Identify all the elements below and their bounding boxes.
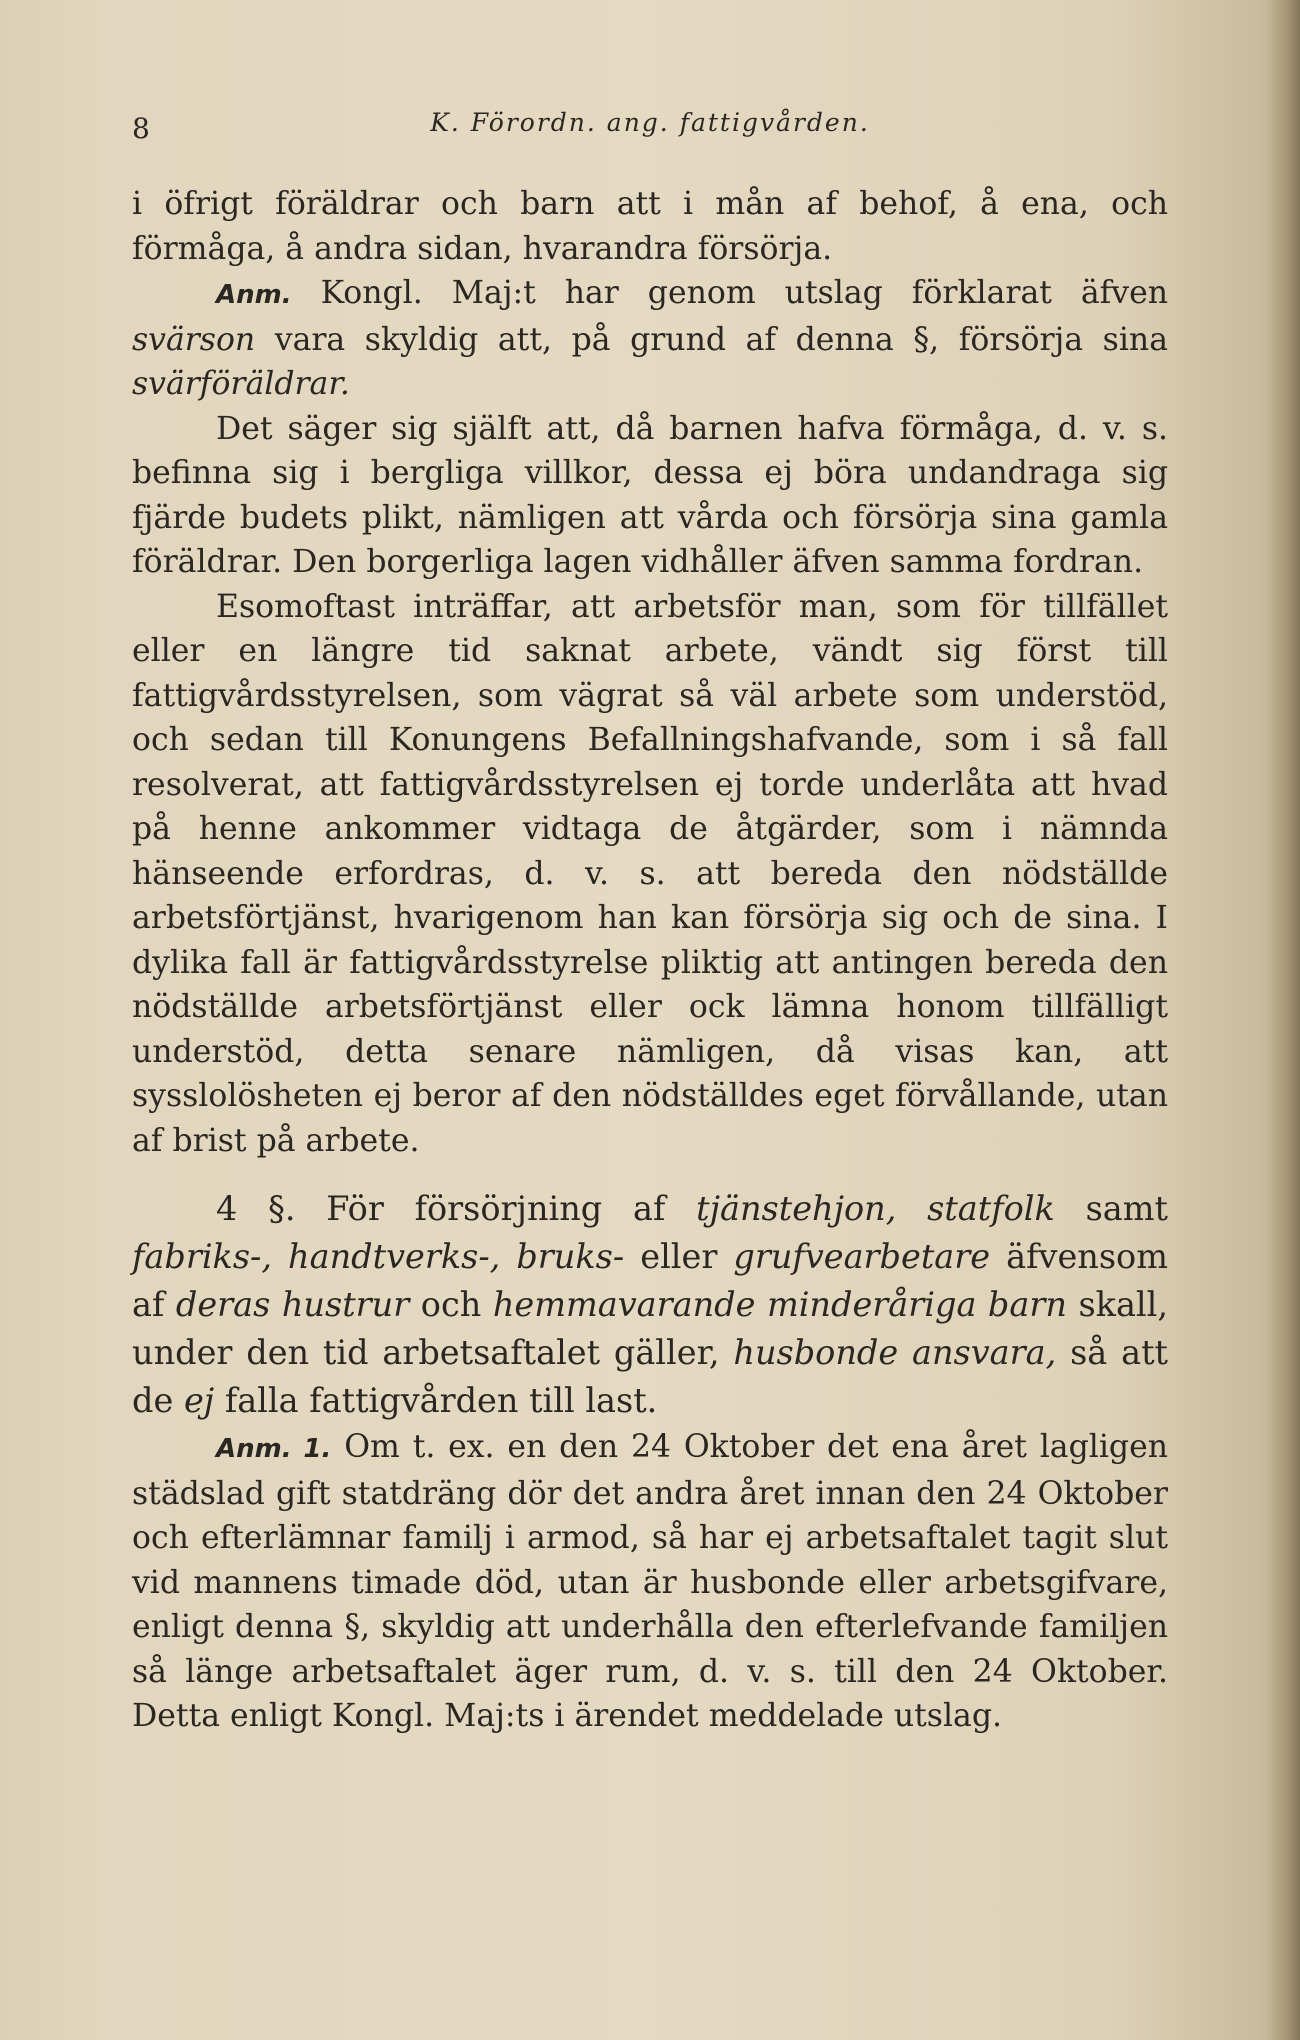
paragraph-unemployed: Esomoftast inträffar, att arbetsför man, som för tillfället eller en längre tid saknat arbete, vändt sig först till fattigvårdsstyrelsen, som vägrat så väl arbete som understöd, och sedan till Konungens Befallningshafvande, som i så fall resolverat, att fattigvårdsstyrelsen ej torde underlåta att hvad på henne ankommer vidtaga de åtgärder, som i nämnda hänseende erfordras, d. v. s. att bereda den nödställde arbetsförtjänst, hvarigenom han kan försörja sig och de sina. I dylika fall är fattigvårdsstyrelse pliktig att antingen bereda den nödställde arbetsförtjänst eller ock lämna honom tillfälligt understöd, detta senare nämligen, då visas kan, att sysslolösheten ej beror af den nödställdes eget förvållande, utan af brist på arbete. — [132, 588, 1168, 1159]
paragraph-duty-of-children: Det säger sig själft att, då barnen hafva förmåga, d. v. s. befinna sig i bergliga villkor, dessa ej böra undandraga sig fjärde budets plikt, nämligen att vårda och försörja sina gamla föräldrar. Den borgerliga lagen vidhåller äfven samma fordran. — [132, 410, 1168, 580]
annotation-text-a: Kongl. Maj:t har genom utslag förklarat äfven — [320, 275, 1168, 311]
page-number: 8 — [132, 112, 150, 145]
annotation-1-label: Anm. 1. — [216, 1434, 332, 1464]
page-header — [132, 108, 1168, 152]
section-emphasis: fabriks-, handtverks-, bruks- — [132, 1237, 625, 1276]
running-head: K. Förordn. ang. fattigvården. — [430, 108, 870, 137]
section-emphasis: hemmavarande minderåriga barn — [492, 1285, 1067, 1324]
annotation-1-paragraph — [132, 1425, 1168, 1739]
section-text: För försörjning af — [326, 1189, 666, 1228]
annotation-emphasis-2: svärföräldrar. — [132, 366, 350, 402]
annotation-1-text: Om t. ex. en den 24 Oktober det ena året lagligen städslad gift statdräng dör det andra året innan den 24 Oktober och efterlämnar familj i armod, så har ej arbetsaftalet tagit slut vid mannens timade död, utan är husbonde eller arbetsgifvare, enligt denna §, skyldig att underhålla den efterlefvande familjen så länge arbetsaftalet äger rum, d. v. s. till den 24 Oktober. Detta enligt Kongl. Maj:ts i ärendet meddelade utslag. — [132, 1429, 1168, 1734]
section-emphasis: husbonde ansvara, — [733, 1333, 1057, 1372]
paragraph-continuation: i öfrigt föräldrar och barn att i mån af behof, å ena, och förmåga, å andra sidan, hvarandra försörja. — [132, 186, 1168, 267]
section-4 — [132, 1185, 1168, 1425]
section-text: samt — [1085, 1189, 1168, 1228]
page-edge-shadow — [1266, 0, 1300, 2040]
section-emphasis: ej — [183, 1381, 215, 1420]
body-text — [132, 182, 1168, 1739]
section-number: 4 §. — [216, 1189, 296, 1228]
section-text: så att de — [132, 1333, 1168, 1420]
annotation-text-b: vara skyldig att, på grund af denna §, försörja sina — [274, 321, 1168, 358]
annotation-emphasis-1: svärson — [132, 321, 256, 358]
section-text: och — [420, 1285, 482, 1324]
annotation-paragraph — [132, 271, 1168, 407]
section-text: skall, under den tid arbetsaftalet gäller, — [132, 1285, 1168, 1372]
section-text: äfvensom af — [132, 1237, 1168, 1324]
section-text: eller — [640, 1237, 718, 1276]
annotation-label: Anm. — [216, 280, 292, 310]
section-emphasis: grufvearbetare — [733, 1237, 991, 1276]
section-emphasis: tjänstehjon, statfolk — [696, 1189, 1055, 1228]
section-emphasis: deras hustrur — [175, 1285, 410, 1324]
section-text: falla fattigvården till last. — [224, 1381, 658, 1420]
